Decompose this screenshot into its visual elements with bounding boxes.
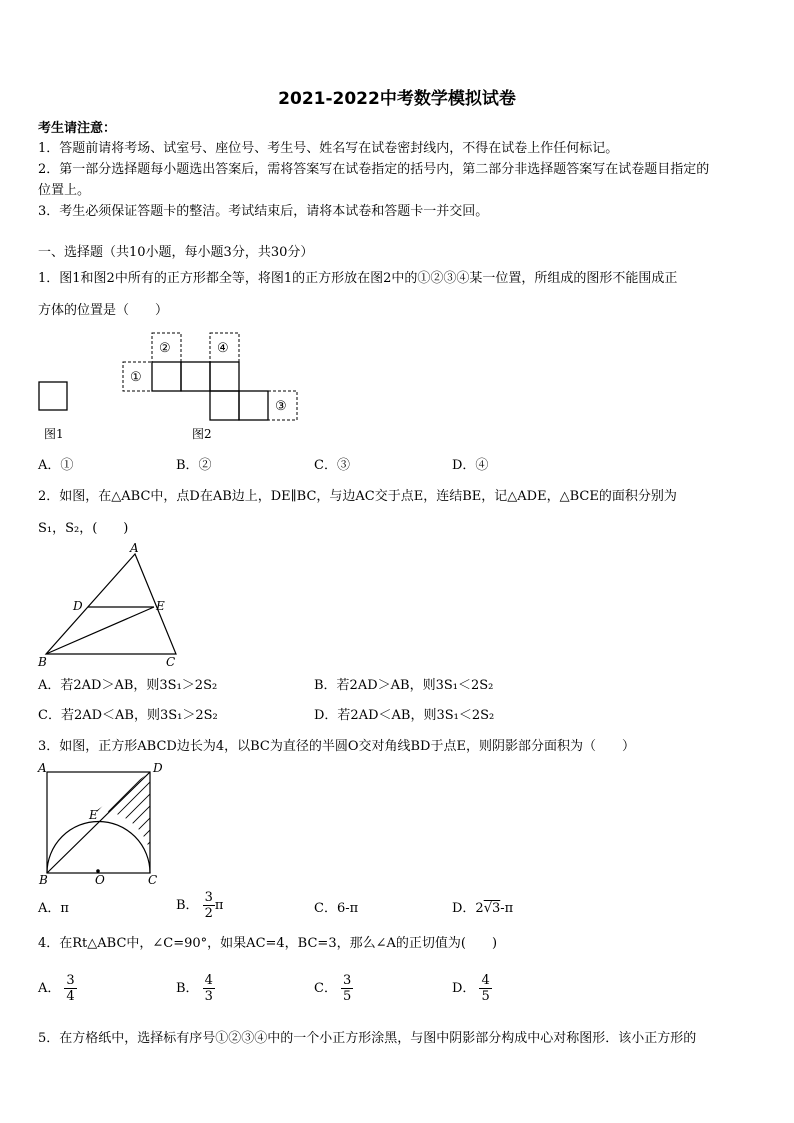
q3-option-b: B． $\frac{3}{2}$ π [176, 890, 224, 921]
fig1-square [39, 382, 67, 410]
mark-2: ② [159, 341, 171, 356]
q2-option-c: C．若2AD＜AB，则3S₁＞2S₂ [38, 708, 218, 723]
label-A: A [38, 761, 47, 775]
label-C: C [166, 655, 176, 669]
q4-option-a: A． $\frac{3}{4}$ [38, 973, 75, 1004]
q2-option-d: D．若2AD＜AB，则3S₁＜2S₂ [314, 708, 495, 723]
q3-figure [36, 760, 176, 885]
label-B: B [39, 873, 48, 887]
page-title: 2021-2022中考数学模拟试卷 [278, 89, 516, 109]
mark-1: ① [130, 370, 142, 385]
mark-4: ④ [217, 341, 229, 356]
q2-figure [36, 542, 186, 667]
mark-3: ③ [275, 399, 287, 414]
q1-stem: 1．图1和图2中所有的正方形都全等，将图1的正方形放在图2中的①②③④某一位置，所组成的图形不能围成正 [38, 271, 678, 286]
q3-stem: 3．如图，正方形ABCD边长为4，以BC为直径的半圆O交对角线BD于点E，则阴影部分面积为（ ） [38, 739, 635, 754]
notice-line: 3．考生必须保证答题卡的整洁。考试结束后，请将本试卷和答题卡一并交回。 [38, 204, 489, 219]
label-D: D [73, 599, 83, 613]
q1-stem: 方体的位置是（ ） [38, 303, 169, 318]
notice-line: 1．答题前请将考场、试室号、座位号、考生号、姓名写在试卷密封线内，不得在试卷上作任何标记。 [38, 141, 619, 156]
q3-option-c: C．6-π [314, 901, 359, 916]
notice-line: 2．第一部分选择题每小题选出答案后，需将答案写在试卷指定的括号内，第二部分非选择题答案写在试卷题目指定的 [38, 162, 710, 177]
q2-option-b: B．若2AD＞AB，则3S₁＜2S₂ [314, 678, 494, 693]
notice-heading: 考生请注意： [38, 121, 117, 136]
label-E: E [89, 808, 98, 822]
label-E: E [156, 599, 165, 613]
q1-figure [36, 330, 306, 442]
section-heading: 一、选择题（共10小题，每小题3分，共30分） [38, 245, 314, 260]
label-A: A [130, 541, 139, 555]
fig1-label: 图1 [44, 427, 64, 441]
q2-stem: 2．如图，在△ABC中，点D在AB边上，DE∥BC，与边AC交于点E，连结BE，记△ADE，△BCE的面积分别为 [38, 489, 677, 504]
q2-stem: S₁，S₂，( ) [38, 521, 129, 536]
label-C: C [148, 873, 158, 887]
q4-option-d: D． $\frac{4}{5}$ [452, 973, 490, 1004]
q1-option-c: C．③ [314, 458, 350, 473]
q4-stem: 4．在Rt△ABC中，∠C=90°，如果AC=4，BC=3，那么∠A的正切值为( ) [38, 936, 498, 951]
fig2-label: 图2 [192, 427, 212, 441]
label-D: D [153, 761, 163, 775]
q3-option-d: D．2√3-π [452, 901, 514, 916]
q1-option-a: A．① [38, 458, 74, 473]
fig2-squares [152, 362, 268, 420]
q1-option-d: D．④ [452, 458, 489, 473]
q1-option-b: B．② [176, 458, 212, 473]
notice-line: 位置上。 [38, 183, 91, 198]
q3-option-a: A．π [38, 901, 69, 916]
label-B: B [38, 655, 47, 669]
q4-option-b: B． $\frac{4}{3}$ [176, 973, 213, 1004]
q4-option-c: C． $\frac{3}{5}$ [314, 973, 352, 1004]
q5-stem: 5．在方格纸中，选择标有序号①②③④中的一个小正方形涂黑，与图中阴影部分构成中心对称图形．该小正方形的 [38, 1031, 697, 1046]
q2-option-a: A．若2AD＞AB，则3S₁＞2S₂ [38, 678, 218, 693]
label-O: O [95, 873, 105, 887]
